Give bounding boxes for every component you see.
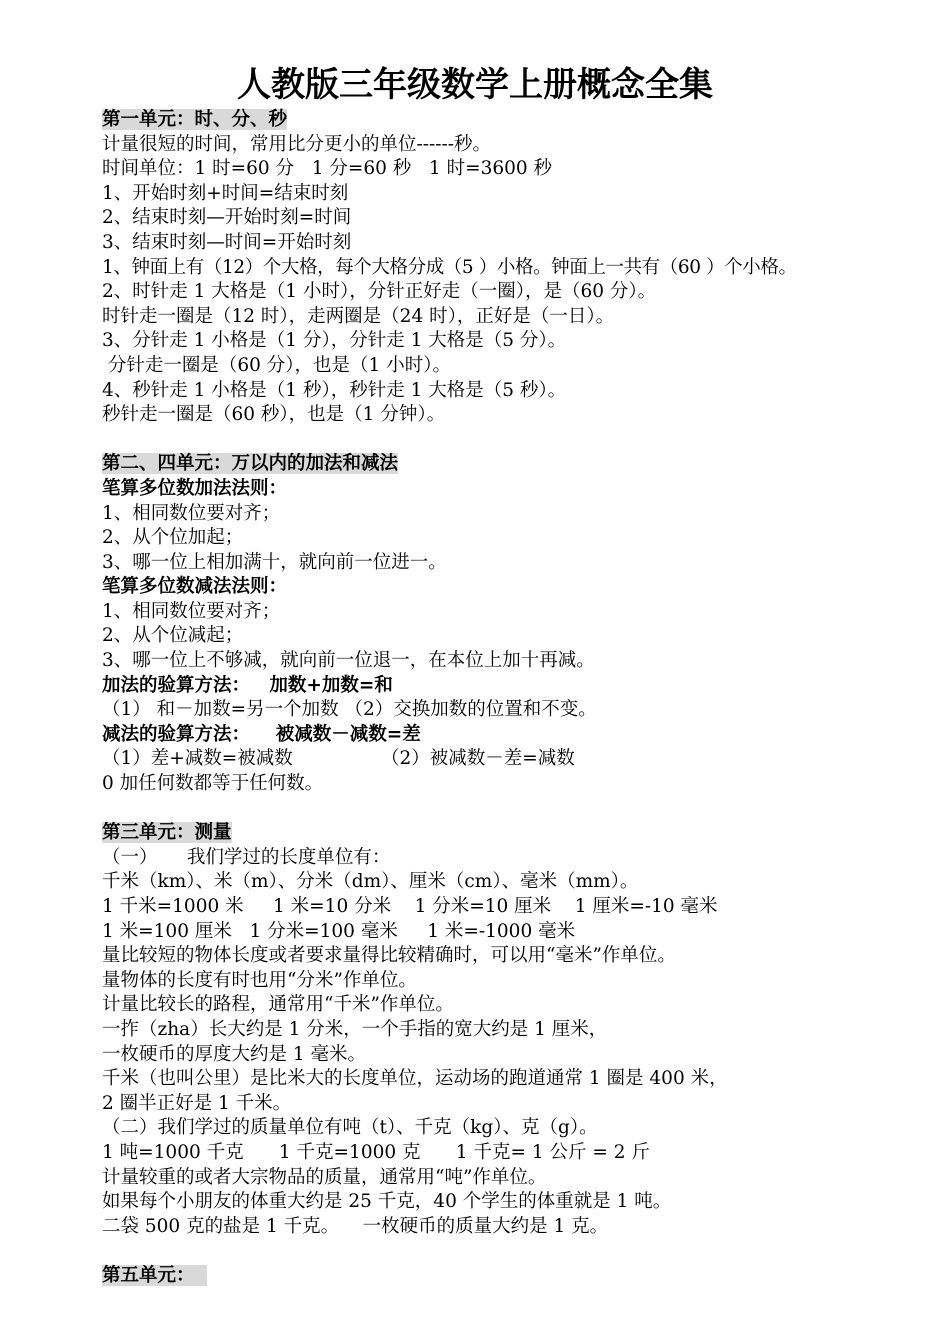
unit1-line: 2、时针走 1 大格是（1 小时），分针正好走（一圈），是（60 分）。 [102, 281, 657, 303]
subtraction-rule: 2、从个位减起； [102, 625, 244, 647]
addition-check-line: （1） 和－加数=另一个加数 （2）交换加数的位置和不变。 [102, 699, 597, 721]
mass-line: 二袋 500 克的盐是 1 千克。 一枚硬币的质量大约是 1 克。 [102, 1215, 609, 1237]
mass-line: 如果每个小朋友的体重大约是 25 千克，40 个学生的体重就是 1 吨。 [102, 1191, 672, 1213]
unit1-line: 时间单位：1 时=60 分 1 分=60 秒 1 时=3600 秒 [102, 158, 553, 180]
length-line: 1 米=100 厘米 1 分米=100 毫米 1 米=-1000 毫米 [102, 920, 576, 942]
spacer [102, 1239, 932, 1264]
length-line: 2 圈半正好是 1 千米。 [102, 1092, 292, 1114]
spacer [102, 428, 932, 453]
document-content [102, 108, 932, 1289]
length-intro: （一） 我们学过的长度单位有： [102, 846, 391, 868]
addition-check-title: 加法的验算方法： 加数+加数=和 [102, 674, 393, 696]
unit1-line: 3、分针走 1 小格是（1 分），分针走 1 大格是（5 分）。 [102, 330, 567, 352]
zero-rule-line: 0 加任何数都等于任何数。 [102, 773, 324, 795]
unit1-line: 3、结束时刻—时间=开始时刻 [102, 231, 352, 253]
length-line: 计量比较长的路程，通常用“千米”作单位。 [102, 994, 454, 1016]
length-line: 千米（km）、米（m）、分米（dm）、厘米（cm）、毫米（mm）。 [102, 871, 639, 893]
mass-line: 计量较重的或者大宗物品的质量，通常用“吨”作单位。 [102, 1166, 547, 1188]
length-line: 1 千米=1000 米 1 米=10 分米 1 分米=10 厘米 1 厘米=-10 毫米 [102, 896, 718, 917]
document-title: 人教版三年级数学上册概念全集 [237, 65, 713, 105]
unit1-line: 时针走一圈是（12 时），走两圈是（24 时），正好是（一日）。 [102, 305, 615, 327]
addition-rule: 2、从个位加起； [102, 527, 244, 549]
unit1-heading: 第一单元：时、分、秒 [102, 109, 288, 130]
addition-rule-title: 笔算多位数加法法则： [102, 477, 288, 499]
subtraction-check-title: 减法的验算方法： 被减数－减数=差 [102, 723, 421, 745]
unit1-line: 2、结束时刻—开始时刻=时间 [102, 207, 352, 229]
addition-rule: 3、哪一位上相加满十，就向前一位进一。 [102, 551, 447, 573]
unit3-heading: 第三单元：测量 [102, 822, 232, 844]
length-line: 量比较短的物体长度或者要求量得比较精确时，可以用“毫米”作单位。 [102, 945, 676, 967]
unit2-heading: 第二、四单元：万以内的加法和减法 [102, 453, 399, 475]
subtraction-rule: 1、相同数位要对齐； [102, 600, 281, 622]
unit5-heading: 第五单元： [102, 1264, 208, 1286]
addition-rule: 1、相同数位要对齐； [102, 502, 281, 524]
spacer [102, 797, 932, 822]
unit1-line: 1、开始时刻+时间=结束时刻 [102, 182, 349, 204]
length-line: 千米（也叫公里）是比米大的长度单位，运动场的跑道通常 1 圈是 400 米， [102, 1068, 728, 1090]
subtraction-rule-title: 笔算多位数减法法则： [102, 576, 288, 598]
subtraction-rule: 3、哪一位上不够减，就向前一位退一，在本位上加十再减。 [102, 650, 595, 672]
length-line: 量物体的长度有时也用“分米”作单位。 [102, 969, 417, 991]
mass-line: 1 吨=1000 千克 1 千克=1000 克 1 千克= 1 公斤 = 2 斤 [102, 1141, 650, 1163]
unit1-line: 4、秒针走 1 小格是（1 秒），秒针走 1 大格是（5 秒）。 [102, 379, 567, 401]
subtraction-check-line: （1）差+减数=被减数 （2）被减数－差=减数 [102, 748, 575, 770]
length-line: 一枚硬币的厚度大约是 1 毫米。 [102, 1043, 367, 1065]
unit1-line: 秒针走一圈是（60 秒），也是（1 分钟）。 [102, 404, 446, 426]
unit1-line: 计量很短的时间，常用比分更小的单位------秒。 [102, 133, 492, 155]
unit1-line: 分针走一圈是（60 分），也是（1 小时）。 [102, 354, 451, 376]
length-line: 一拃（zha）长大约是 1 分米，一个手指的宽大约是 1 厘米， [102, 1018, 608, 1040]
unit1-line: 1、钟面上有（12）个大格，每个大格分成（5 ）小格。钟面上一共有（60 ）个小格。 [102, 256, 797, 278]
mass-intro: （二）我们学过的质量单位有吨（t）、千克（kg）、克（g）。 [102, 1117, 598, 1139]
